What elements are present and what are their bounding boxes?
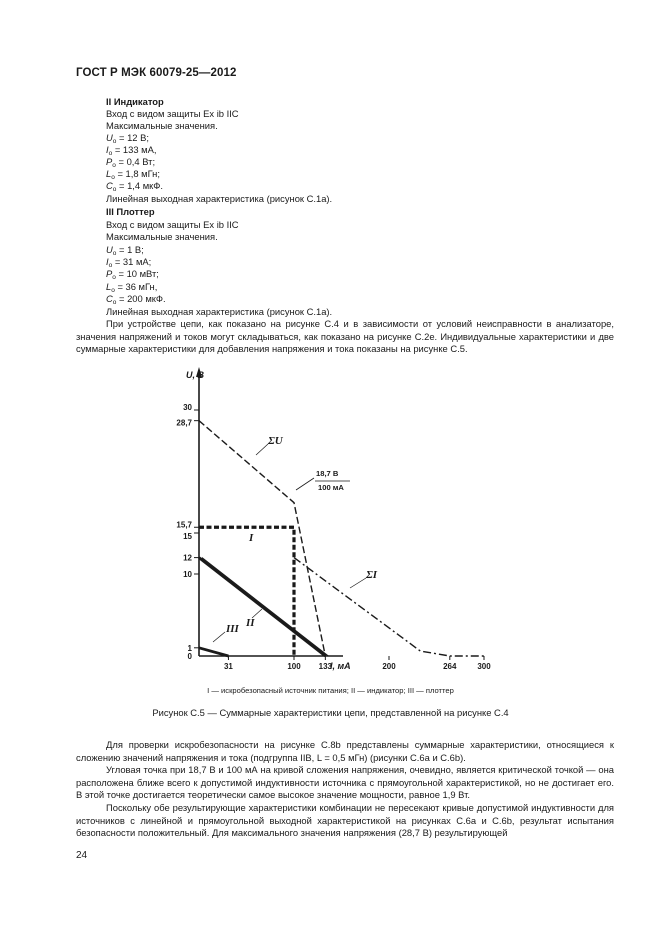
indicator-char: Линейная выходная характеристика (рисунок С.1а). [106, 193, 333, 204]
leader-plotter [213, 632, 225, 642]
plotter-input: Вход с видом защиты Ex ib IIC [106, 219, 239, 230]
page-number: 24 [76, 850, 88, 861]
paragraph-result: Поскольку обе результирующие характеристики комбинации не пересекают кривые допустимой индуктивности для источников с линейной и прямоугольной выходной характеристикой на рисунках С.6а и С.6b, результат испытания безопасности положительный. Для максимального значения напряжения (28,7 В) результирующей [76, 802, 614, 839]
plotter-char: Линейная выходная характеристика (рисунок С.1а). [106, 306, 333, 317]
x-tick-label-1: 100 [287, 662, 301, 671]
indicator-io: $I_o = 133$ мА, [106, 144, 157, 157]
figure-caption: Рисунок С.5 — Суммарные характеристики цепи, представленной на рисунке С.4 [152, 707, 509, 718]
y-axis-label: U, В [186, 370, 204, 380]
y-tick-label-1: 28,7 [176, 418, 192, 428]
plotter-max: Максимальные значения. [106, 231, 218, 242]
leader-indicator [252, 609, 262, 618]
plotter-io: $I_o = 31$ мА; [106, 256, 152, 269]
y-tick-label-4: 12 [183, 553, 192, 563]
y-ticks [176, 403, 199, 661]
y-tick-label-6: 1 [187, 643, 192, 653]
plotter-po: $P_o = 10$ мВт; [106, 268, 159, 281]
x-tick-label-4: 264 [443, 662, 457, 671]
annotation-voltage: 18,7 В [316, 469, 339, 478]
indicator-co: $C_o = 1,4$ мкФ. [106, 180, 164, 193]
y-tick-label-5: 10 [183, 570, 192, 579]
series-group [199, 421, 484, 656]
paragraph-check: Для проверки искробезопасности на рисунке С.8b представлены суммарные характеристики, относящиеся к сложению значений напряжения и тока (подгруппа IIB, L = 0,5 мГн) (рисунки С.6а и С.6b). [76, 739, 614, 763]
plotter-co: $C_o = 200$ мкФ. [106, 293, 166, 306]
indicator-lo: $L_o = 1,8$ мГн; [106, 168, 160, 181]
series-indicator-outline [202, 558, 328, 656]
leader-sum-u [256, 444, 268, 455]
series-plotter [199, 648, 228, 656]
y-tick-label-2: 15,7 [176, 520, 192, 530]
x-ticks [224, 656, 491, 671]
leader-sum-i [350, 578, 366, 588]
label-plotter: III [226, 623, 239, 635]
indicator-heading: II Индикатор [106, 96, 164, 107]
paragraph-circuit: При устройстве цепи, как показано на рисунке С.4 и в зависимости от условий неисправности в анализаторе, значения напряжений и токов могут складываться, как показано на рисунке С.2е. Индивидуальные характеристики и две суммарные характеристики для добавления напряжения и тока показаны на рисунке С.5. [76, 318, 614, 355]
figure-legend: I — искробезопасный источник питания; II — индикатор; III — плоттер [207, 686, 454, 695]
label-sum-i: ΣI [366, 569, 378, 581]
x-axis-label: I, мА [330, 661, 351, 671]
indicator-max: Максимальные значения. [106, 120, 218, 131]
y-tick-label-7: 0 [187, 652, 192, 661]
plotter-uo: $U_o = 1$ В; [106, 244, 144, 257]
x-tick-label-2: 133 [318, 662, 333, 671]
paragraph-corner-point: Угловая точка при 18,7 В и 100 мА на кривой сложения напряжения, очевидно, является критической точкой — она расположена ближе всего к допустимой индуктивности источника с прямоугольной характеристикой, но не достигает его. В этой точке достигается теоретически самое высокое значение мощности, равное 1,9 Вт. [76, 764, 614, 801]
y-tick-label-3: 15 [183, 532, 192, 541]
indicator-uo: $U_o = 12$ В; [106, 132, 149, 145]
series-sum-voltage [199, 421, 325, 656]
plotter-lo: $L_o = 36$ мГн, [106, 281, 158, 294]
annotation-leader [296, 478, 314, 490]
annotation-current: 100 мА [318, 483, 344, 492]
indicator-po: $P_o = 0,4$ Вт; [106, 156, 156, 169]
x-tick-label-5: 300 [477, 662, 491, 671]
label-source: I [249, 532, 254, 544]
label-sum-u: ΣU [268, 435, 283, 447]
label-indicator: II [246, 617, 255, 629]
y-tick-label-0: 30 [183, 403, 192, 412]
plotter-heading: III Плоттер [106, 206, 155, 217]
document-header: ГОСТ Р МЭК 60079-25—2012 [76, 67, 237, 79]
x-tick-label-0: 31 [223, 662, 233, 671]
indicator-input: Вход с видом защиты Ex ib IIC [106, 108, 239, 119]
x-tick-label-3: 200 [382, 662, 396, 671]
series-indicator [199, 558, 325, 656]
